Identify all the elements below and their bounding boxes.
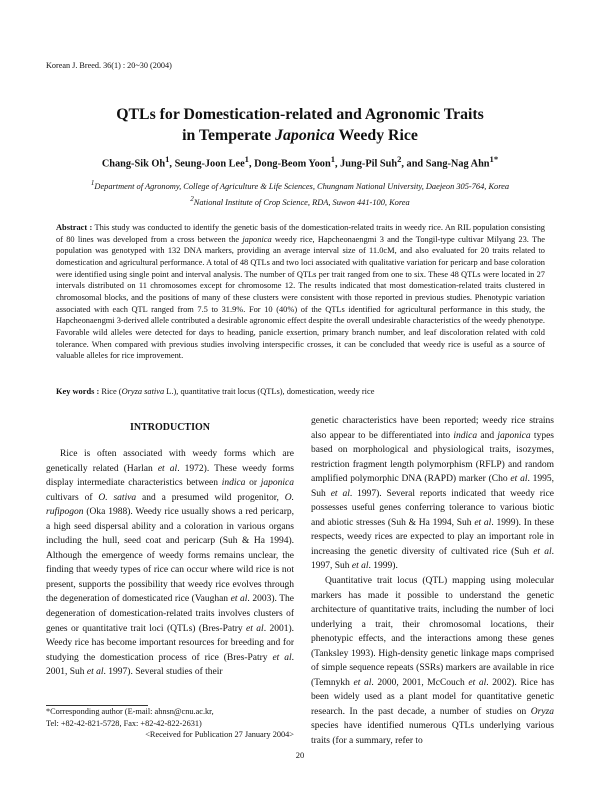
title-line-2: in Temperate Japonica Weedy Rice: [182, 127, 418, 144]
author-name: Chang-Sik Oh: [101, 158, 166, 170]
paper-title: [0, 104, 600, 146]
title-line-1: QTLs for Domestication-related and Agronomic Traits: [116, 106, 484, 123]
affiliation-2: $^2$National Institute of Crop Science, RDA, Suwon 441-100, Korea: [190, 194, 410, 207]
right-column: [311, 414, 554, 749]
author-name: Seung-Joon Lee: [174, 158, 245, 170]
keywords: Key words : Rice (Oryza sativa L.), quantitative trait locus (QTLs), domestication, weedy rice: [56, 387, 375, 396]
author-name: Dong-Beom Yoon: [254, 158, 331, 170]
journal-citation: Korean J. Breed. 36(1) : 20~30 (2004): [46, 61, 172, 70]
abstract: Abstract : This study was conducted to identify the genetic basis of the domestication-related traits in weedy rice. An RIL population consisting of 80 lines was developed from a cross between the japonica weedy rice, Hapcheonaengmi 3 and the Tongil-type cultivar Milyang 23. The population was genotyped with 132 DNA markers, providing an average interval size of 11.0cM, and also evaluated for 20 traits related to domestication and agricultural performance. A total of 48 QTLs and two loci associated with qualitative variation for pericarp and base coloration were identified using single point and interval analysis. The number of QTLs per trait ranged from one to six. These 48 QTLs were located in 27 intervals distributed on 11 chromosomes except for chromosome 12. The results indicated that most domestication-related traits clustered in chromosomal blocks, and the positions of many of these clusters were consistent with those reported in previous studies. Phenotypic variation associated with each QTL ranged from 7.5 to 31.9%. For 10 (40%) of the QTLs identified for agricultural performance in this study, the Hapcheonaengmi 3-derived allele contributed a desirable agronomic effect despite the overall undesirable characteristics of the weedy phenotype. Favorable wild alleles were detected for days to heading, panicle exsertion, primary branch number, and leaf discoloration related with cold tolerance. When compared with previous studies involving interspecific crosses, it can be concluded that weedy rice is useful as a source of valuable alleles for rice improvement.: [56, 223, 545, 361]
abstract-label: Abstract :: [56, 223, 93, 232]
author-name: Sang-Nag Ahn: [425, 158, 490, 170]
keywords-label: Key words :: [56, 387, 100, 396]
left-column: [46, 421, 294, 680]
received-date: <Received for Publication 27 January 2004>: [145, 730, 294, 739]
affiliations: [0, 177, 600, 209]
corresponding-author-email: *Corresponding author (E-mail: ahnsn@cnu.ac.kr,: [46, 707, 214, 716]
body-paragraph: genetic characteristics have been reported; weedy rice strains also appear to be differentiated into indica and japonica types based on morphological and physiological traits, isozymes, restriction fragment length polymorphism (RFLP) and random amplified polymorphic DNA (RAPD) marker (Cho et al. 1995, Suh et al. 1997). Several reports indicated that weedy rice possesses useful genes conferring tolerance to various biotic and abiotic stresses (Suh & Ha 1994, Suh et al. 1999). In these respects, weedy rices are expected to play an important role in increasing the genetic diversity of cultivated rice (Suh et al. 1997, Suh et al. 1999).: [311, 416, 555, 572]
footnote: [46, 706, 294, 741]
affiliation-1: $^1$Department of Agronomy, College of Agriculture & Life Sciences, Chungnam National University, Daejeon 305-764, Korea: [90, 179, 510, 191]
corresponding-author-phone: Tel: +82-42-821-5728, Fax: +82-42-822-2631): [46, 718, 202, 728]
body-paragraph: Quantitative trait locus (QTL) mapping using molecular markers has made it possible to understand the genetic architecture of quantitative traits, including the number of loci underlying a trait, their chromosomal locations, their phenotypic effects, and the interactions among these genes (Tanksley 1993). High-density genetic linkage maps comprised of simple sequence repeats (SSRs) markers are available in rice (Temnykh et al. 2000, 2001, McCouch et al. 2002). Rice has been widely used as a plant model for quantitative genetic research. In the past decade, a number of studies on Oryza species have identified numerous QTLs underlying various traits (for a summary, refer to: [311, 576, 555, 747]
author-name: Jung-Pil Suh: [340, 158, 398, 170]
body-paragraph: Rice is often associated with weedy forms which are genetically related (Harlan et al. 1972). These weedy forms display intermediate characteristics between indica or japonica cultivars of O. sativa and a presumed wild progenitor, O. rufipogon (Oka 1988). Weedy rice usually shows a red pericarp, a high seed dispersal ability and a coloration in various organs including the hull, seed coat and pericarp (Suh & Ha 1994). Although the emergence of weedy forms remains unclear, the finding that weedy types of rice can occur where wild rice is not present, supports the possibility that weedy rice evolves through the degeneration of domesticated rice (Vaughan et al. 2003). The degeneration of domestication-related traits involves clusters of genes or quantitative trait loci (QTLs) (Bres-Patry et al. 2001). Weedy rice has become important resources for breeding and for studying the domestication process of rice (Bres-Patry et al. 2001, Suh et al. 1997). Several studies of their: [46, 449, 295, 678]
page-number: 20: [295, 750, 305, 760]
section-heading: INTRODUCTION: [129, 422, 210, 433]
author-list: Chang-Sik Oh$^1$, Seung-Joon Lee$^1$, Dong-Beom Yoon$^1$, Jung-Pil Suh$^2$, and Sang-Nag Ahn$^{1*}$: [101, 154, 499, 170]
